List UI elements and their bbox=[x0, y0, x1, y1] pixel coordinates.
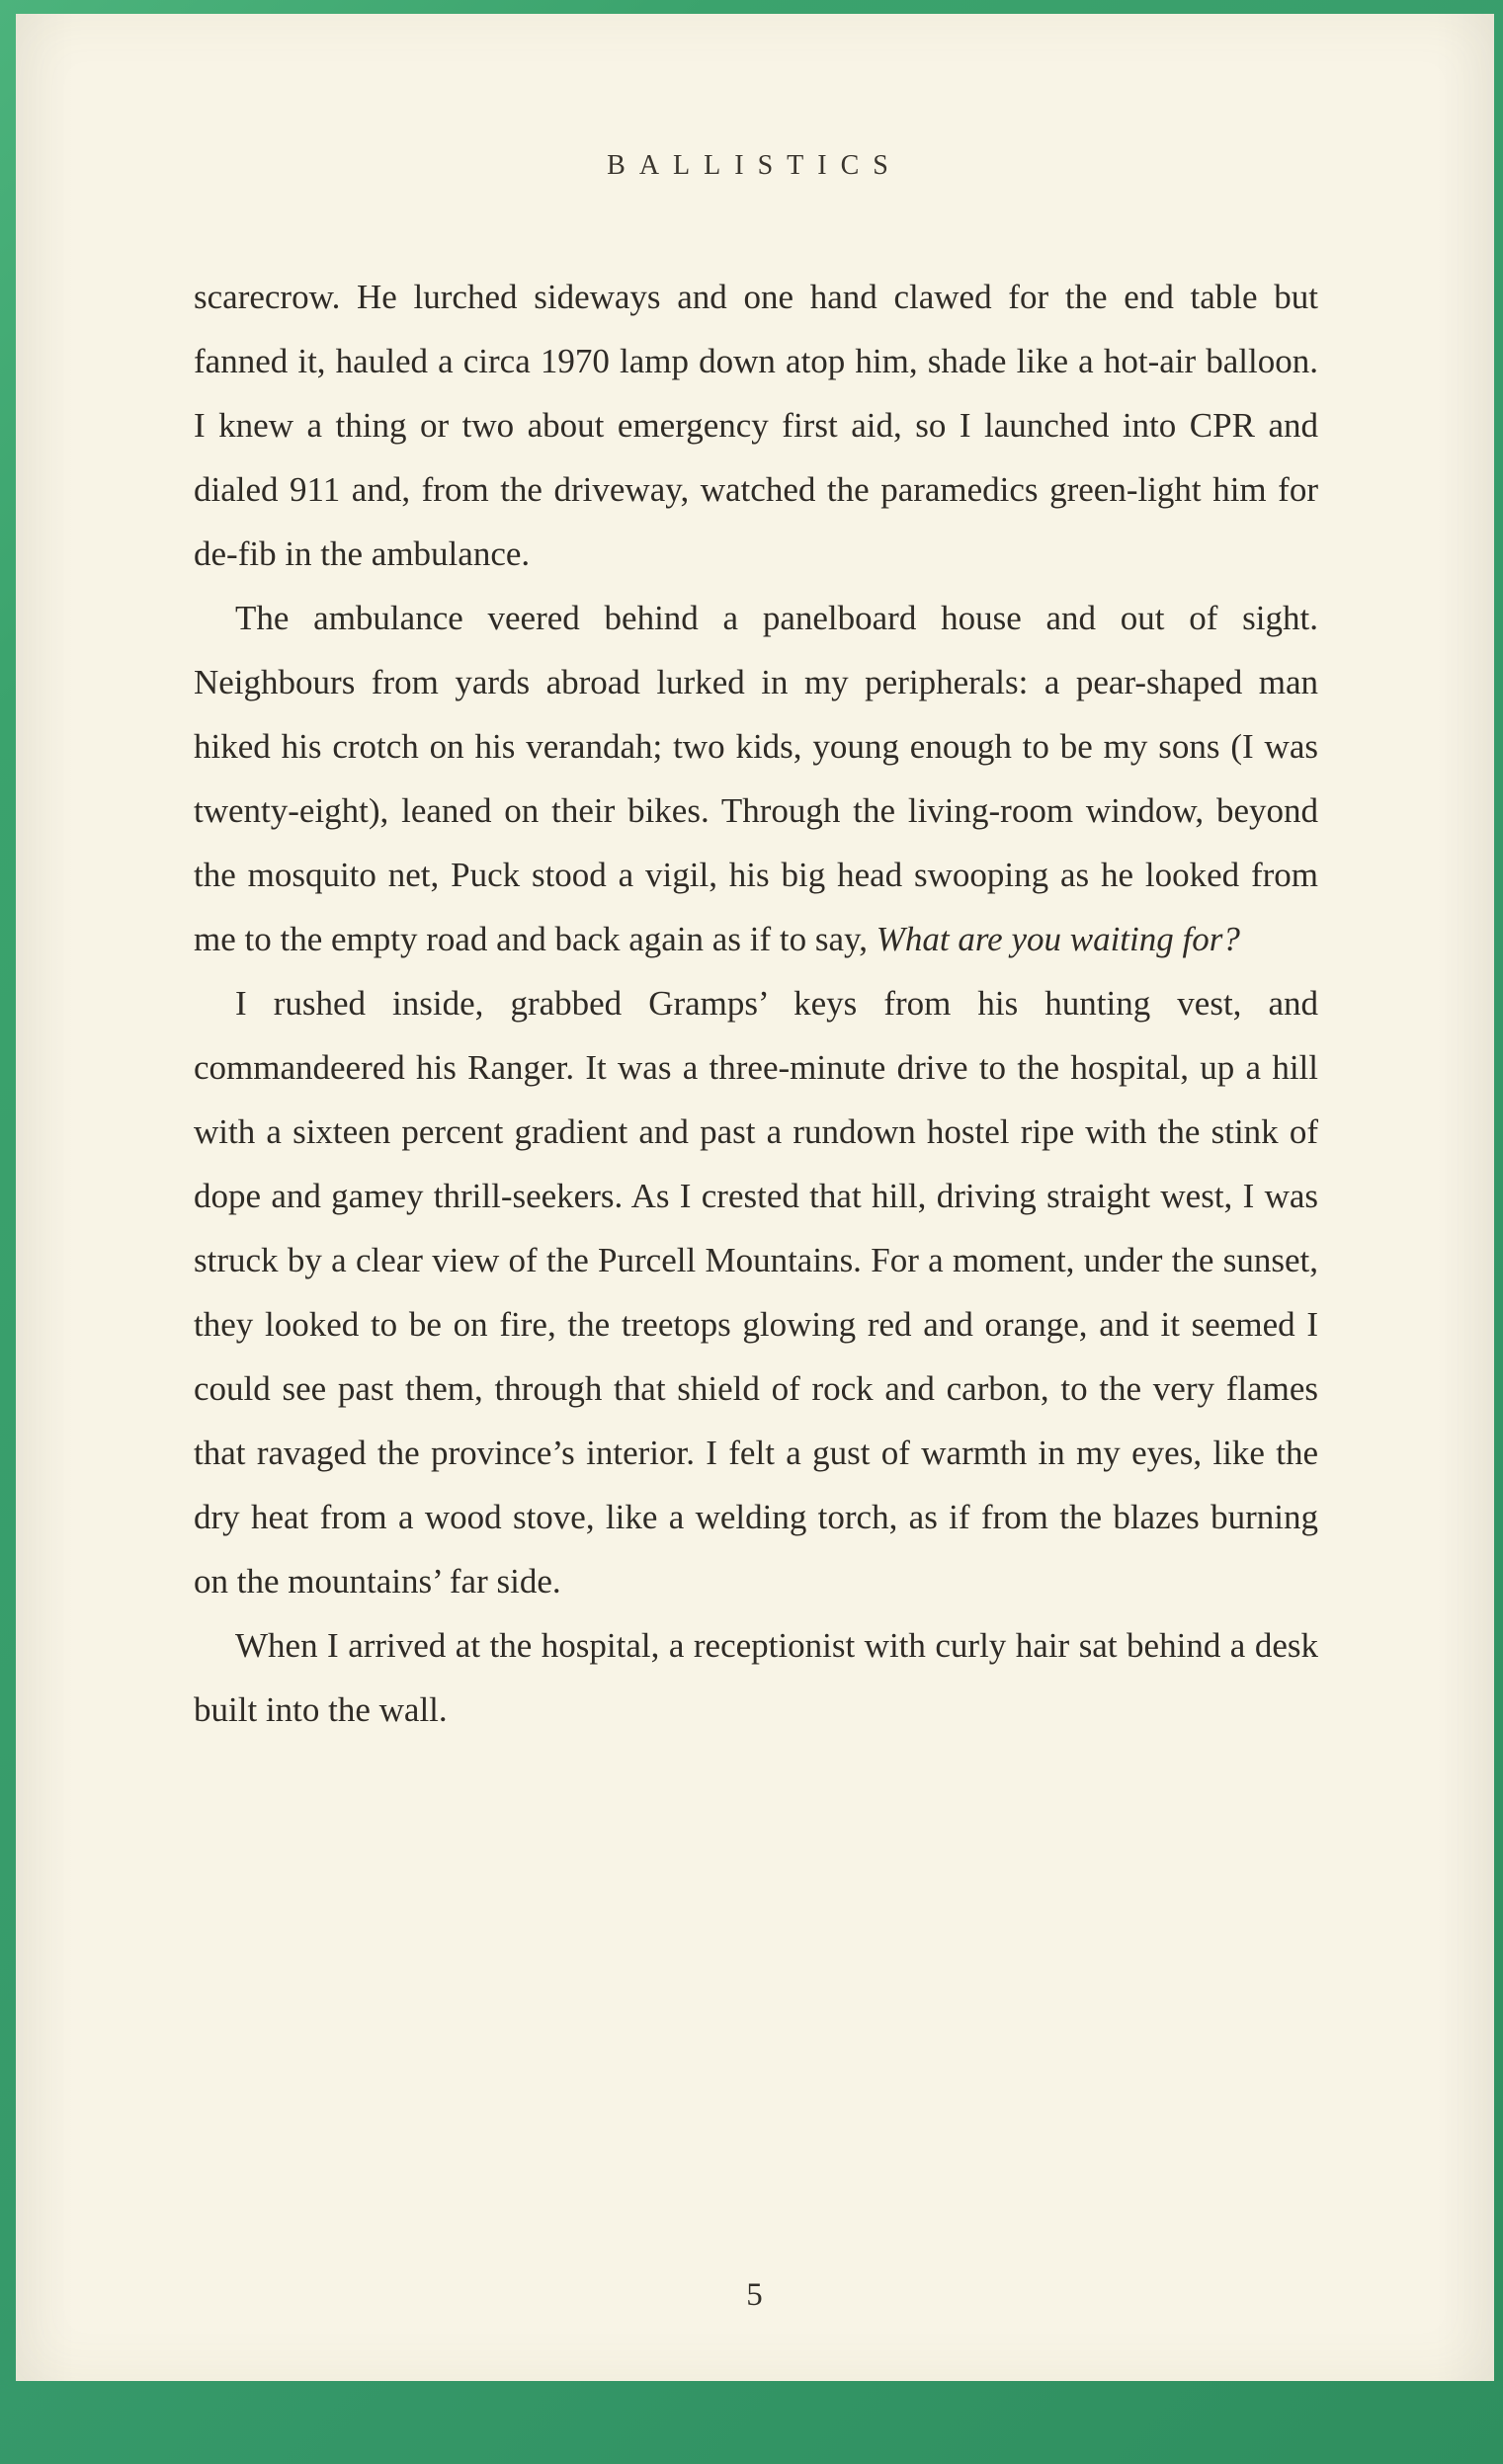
body-text: The ambulance veered behind a panelboard house and out of sight. Neighbours from yards abroad lurked in my peripherals: a pear-shaped man hiked his crotch on his verandah; two kids, young enough to be my sons (I was twenty-eight), leaned on their bikes. Through the living-room window, beyond the mosquito net, Puck stood a vigil, his big head swooping as he looked from me to the empty road and back again as if to say, bbox=[194, 599, 1318, 958]
body-text: scarecrow. He lurched sideways and one hand clawed for the end table but fanned it, hauled a circa 1970 lamp down atop him, shade like a hot-air balloon. I knew a thing or two about emergency first aid, so I launched into CPR and dialed 911 and, from the driveway, watched the paramedics green-light him for de-fib in the ambulance. bbox=[194, 278, 1318, 573]
running-header: BALLISTICS bbox=[607, 150, 902, 181]
paragraph bbox=[194, 1613, 1318, 1742]
body-text: I rushed inside, grabbed Gramps’ keys from his hunting vest, and commandeered his Ranger. It was a three-minute drive to the hospital, up a hill with a sixteen percent gradient and past a rundown hostel ripe with the stink of dope and gamey thrill-seekers. As I crested that hill, driving straight west, I was struck by a clear view of the Purcell Mountains. For a moment, under the sunset, they looked to be on fire, the treetops glowing red and orange, and it seemed I could see past them, through that shield of rock and carbon, to the very flames that ravaged the province’s interior. I felt a gust of warmth in my eyes, like the dry heat from a wood stove, like a welding torch, as if from the blazes burning on the mountains’ far side. bbox=[194, 984, 1318, 1601]
page-number: 5 bbox=[746, 2277, 763, 2313]
body-text: When I arrived at the hospital, a receptionist with curly hair sat behind a desk built into the wall. bbox=[194, 1626, 1318, 1729]
paragraph bbox=[194, 265, 1318, 586]
italic-text: What are you waiting for? bbox=[876, 920, 1240, 958]
text-block bbox=[194, 265, 1318, 1742]
paragraph bbox=[194, 971, 1318, 1613]
book-page bbox=[16, 14, 1494, 2381]
paragraph bbox=[194, 586, 1318, 971]
